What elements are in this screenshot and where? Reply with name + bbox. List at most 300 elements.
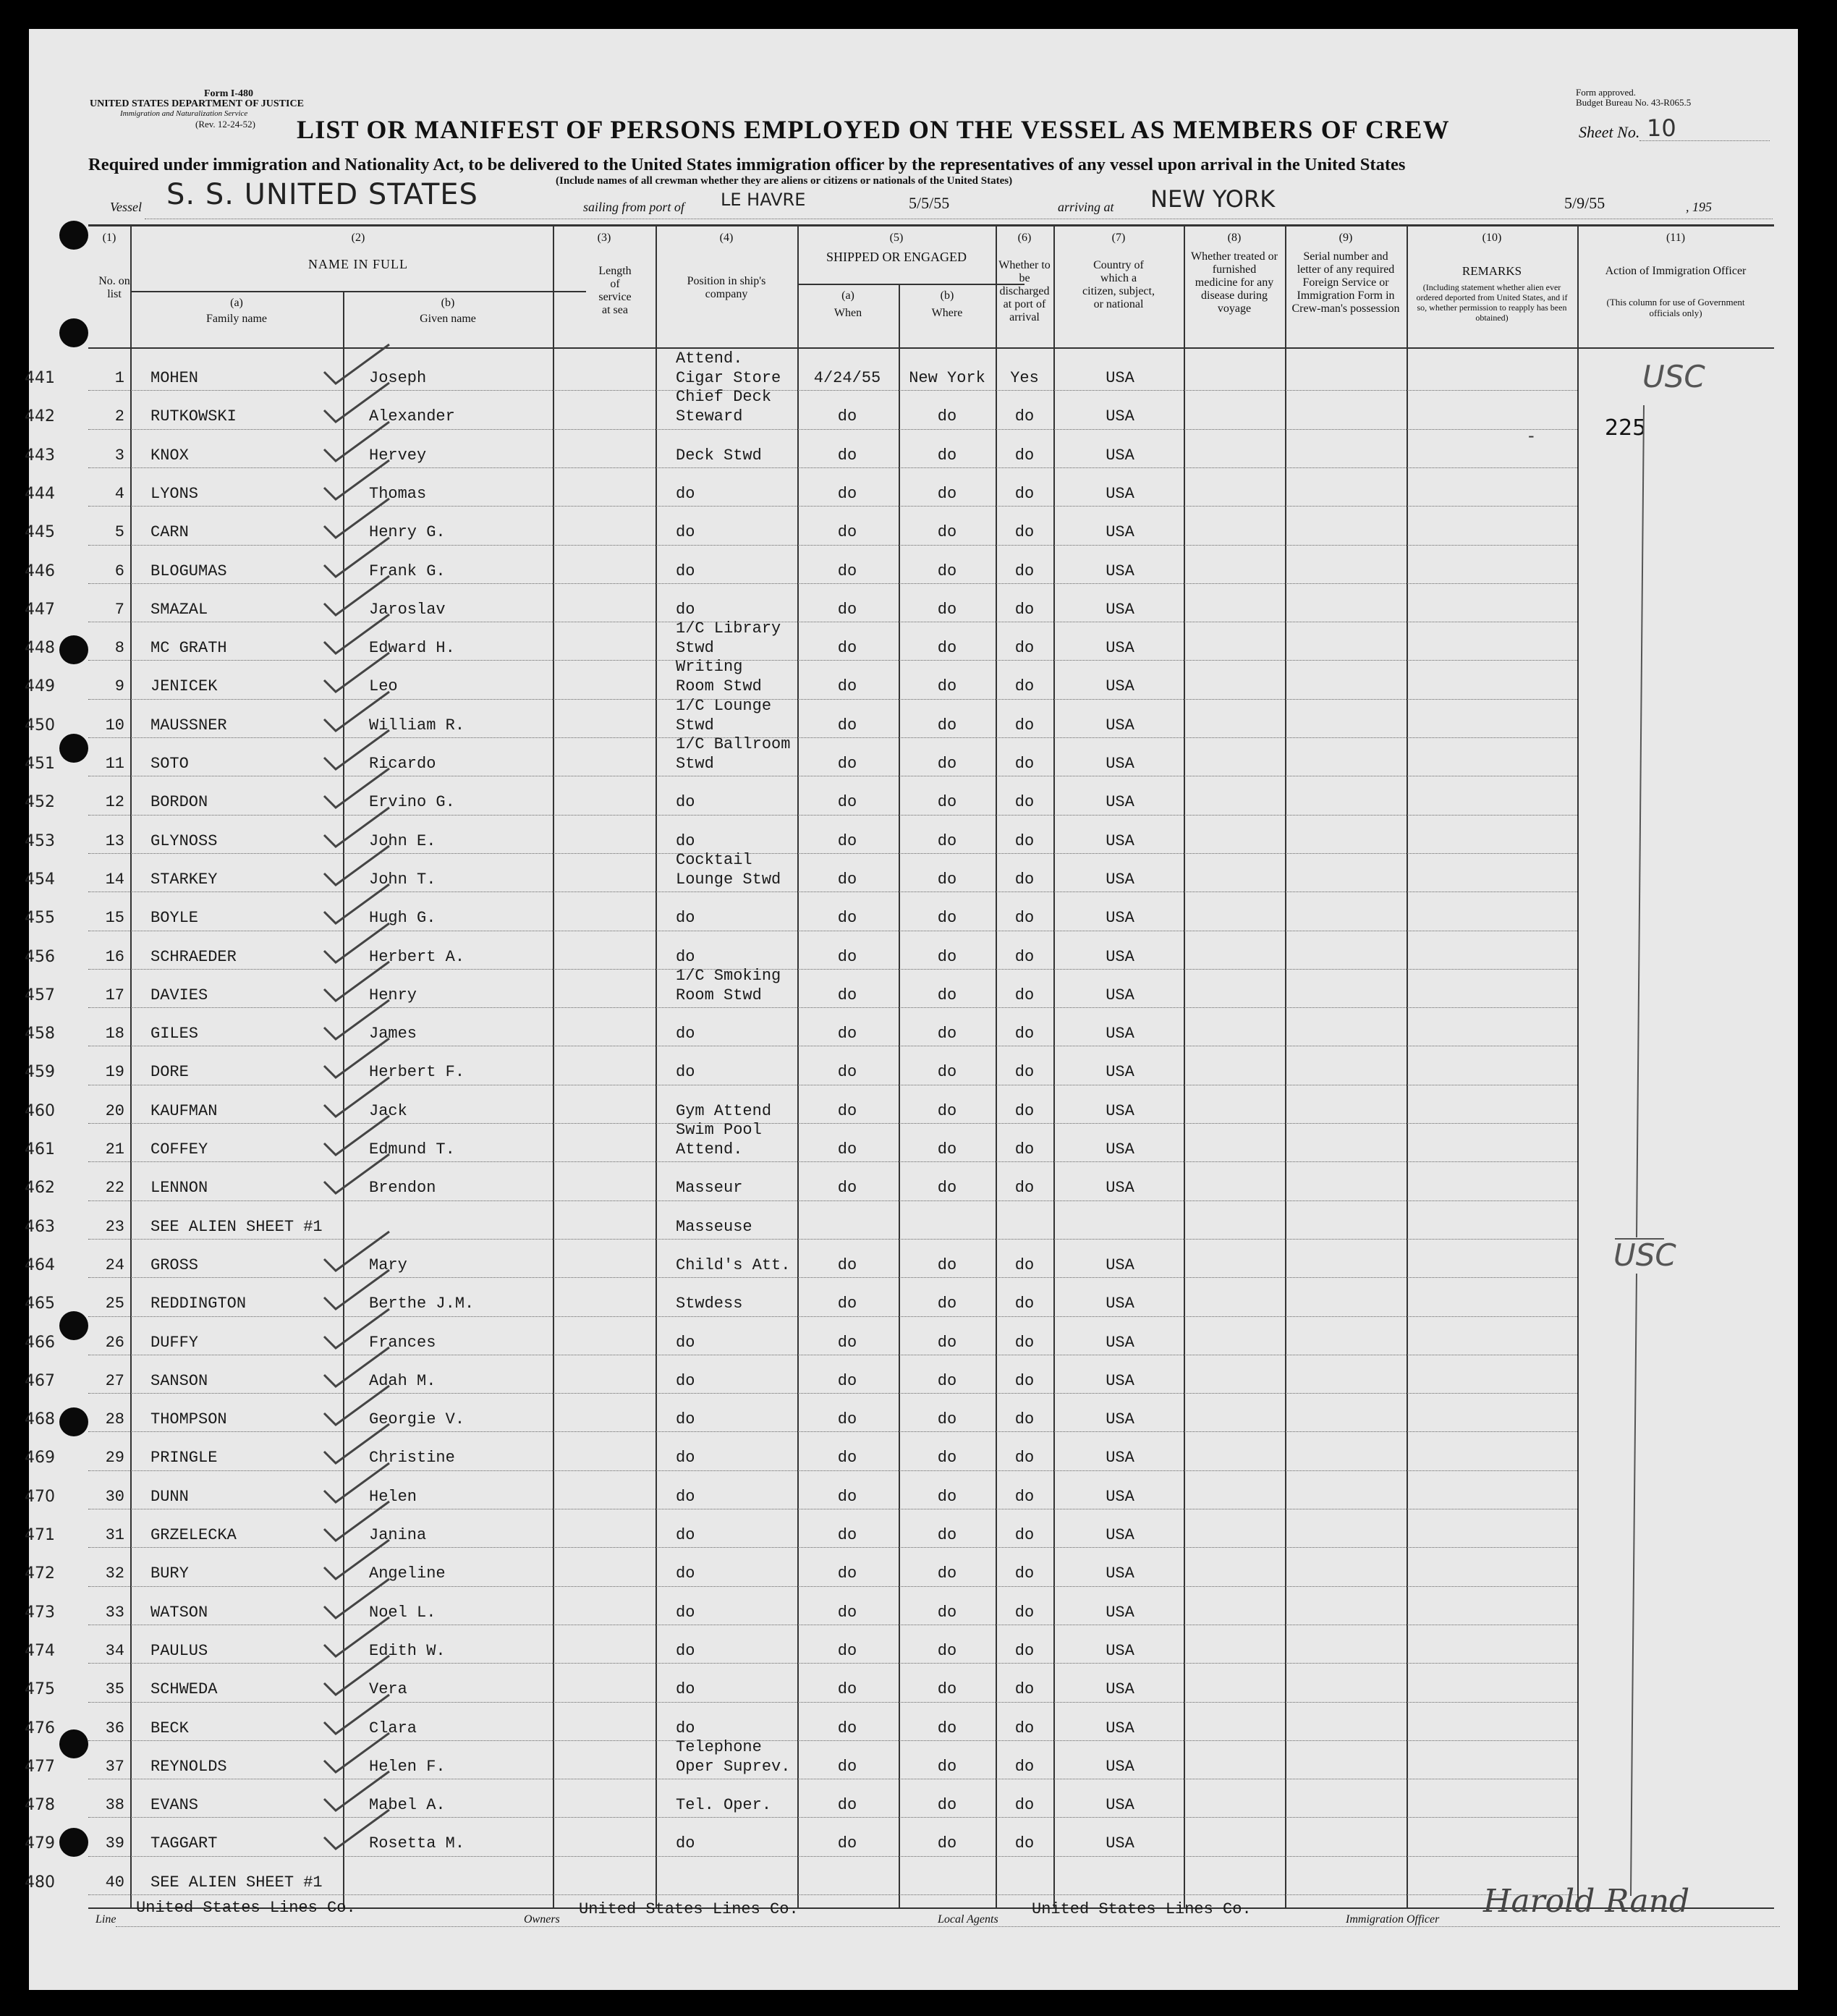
cell-when: do <box>837 1641 857 1660</box>
cell-no: 16 <box>105 947 124 966</box>
sheet-number: 10 <box>1647 114 1676 142</box>
cell-no: 3 <box>114 446 124 465</box>
col-9-number: (9) <box>1338 232 1353 244</box>
cell-where: do <box>937 1834 957 1853</box>
col-3-number: (3) <box>597 232 611 244</box>
cell-given: Herbert A. <box>369 947 465 966</box>
cell-family: EVANS <box>150 1796 199 1815</box>
cell-position: do <box>676 1564 695 1583</box>
col-5-header: SHIPPED OR ENGAGED <box>826 250 967 264</box>
cell-no: 11 <box>105 755 124 773</box>
cell-no: 38 <box>105 1796 124 1815</box>
cell-ref: 455 <box>25 909 55 928</box>
cell-family: STARKEY <box>150 870 218 889</box>
cell-country: USA <box>1106 1101 1134 1120</box>
owners-value: United States Lines Co. <box>579 1900 799 1918</box>
cell-position: do <box>676 1025 695 1043</box>
cell-given: Mabel A. <box>369 1796 446 1815</box>
cell-position: do <box>676 562 695 580</box>
cell-no: 7 <box>114 600 124 619</box>
cell-family: LYONS <box>150 484 199 503</box>
cell-family: BLOGUMAS <box>150 562 227 580</box>
cell-no: 30 <box>105 1487 124 1506</box>
cell-position: Child's Att. <box>676 1255 791 1274</box>
cell-family: MAUSSNER <box>150 716 227 734</box>
cell-ref: 465 <box>25 1295 55 1313</box>
cell-country: USA <box>1106 1796 1134 1815</box>
cell-no: 33 <box>105 1603 124 1622</box>
cell-where: do <box>937 831 957 850</box>
count-annotation: 225 <box>1605 415 1647 441</box>
cell-disch: do <box>1014 639 1035 658</box>
cell-ref: 456 <box>25 947 55 966</box>
cell-position: do <box>676 947 695 966</box>
cell-disch: do <box>1014 1063 1035 1082</box>
cell-disch: do <box>1014 1526 1035 1544</box>
cell-given: Helen <box>369 1487 417 1506</box>
cell-country: USA <box>1106 1140 1134 1159</box>
cell-no: 25 <box>105 1295 124 1313</box>
cell-disch: do <box>1014 677 1035 696</box>
cell-no: 22 <box>105 1179 124 1198</box>
cell-family: GROSS <box>150 1255 199 1274</box>
cell-country: USA <box>1106 831 1134 850</box>
cell-ref: 463 <box>25 1217 55 1236</box>
cell-when: do <box>837 1255 857 1274</box>
cell-position: Stwd <box>676 755 714 773</box>
cell-when: do <box>837 793 857 812</box>
cell-when: do <box>837 755 857 773</box>
cell-position: Writing <box>676 658 743 677</box>
cell-position: Room Stwd <box>676 677 762 696</box>
cell-disch: do <box>1014 1333 1035 1352</box>
cell-ref: 466 <box>25 1333 55 1352</box>
cell-ref: 479 <box>25 1834 55 1853</box>
cell-position: Stwd <box>676 639 714 658</box>
cell-country: USA <box>1106 1487 1134 1506</box>
cell-ref: 480 <box>25 1873 55 1892</box>
sheet-label: Sheet No. <box>1579 123 1640 141</box>
cell-when: do <box>837 1371 857 1390</box>
arriving-date: 5/9/55 <box>1564 194 1605 212</box>
cell-given: Helen F. <box>369 1757 446 1776</box>
check-mark <box>314 1148 401 1199</box>
cell-country: USA <box>1106 1063 1134 1082</box>
cell-family: DORE <box>150 1063 189 1082</box>
cell-no: 8 <box>114 639 124 658</box>
cell-position: do <box>676 1063 695 1082</box>
form-number: Form I-480 <box>204 88 254 99</box>
cell-where: do <box>937 1526 957 1544</box>
cell-given: Janina <box>369 1526 427 1544</box>
cell-family: DUNN <box>150 1487 189 1506</box>
cell-where: do <box>937 1410 957 1429</box>
cell-given: Adah M. <box>369 1371 436 1390</box>
cell-no: 21 <box>105 1140 124 1159</box>
cell-position: 1/C Library <box>676 619 781 638</box>
cell-position: Attend. <box>676 1140 743 1159</box>
cell-no: 4 <box>114 484 124 503</box>
cell-position: do <box>676 909 695 928</box>
cell-where: New York <box>909 369 985 387</box>
cell-given: Noel L. <box>369 1603 436 1622</box>
subtitle: Required under immigration and Nationality Act, to be delivered to the United States immigration officer by the representatives of any vessel upon arrival in the United States <box>88 155 1406 174</box>
cell-given: Frank G. <box>369 562 446 580</box>
cell-given: John T. <box>369 870 436 889</box>
cell-when: do <box>837 947 857 966</box>
cell-country: USA <box>1106 600 1134 619</box>
cell-ref: 469 <box>25 1449 55 1467</box>
col-6-header: Whether to be discharged at port of arrival <box>998 259 1051 323</box>
cell-family: DUFFY <box>150 1333 199 1352</box>
col-10-number: (10) <box>1482 232 1502 244</box>
cell-where: do <box>937 909 957 928</box>
cell-when: do <box>837 1719 857 1737</box>
col-2-number: (2) <box>351 232 365 244</box>
cell-given: Joseph <box>369 369 427 387</box>
cell-where: do <box>937 1603 957 1622</box>
cell-where: do <box>937 1641 957 1660</box>
cell-position: Attend. <box>676 350 743 368</box>
cell-family: GRZELECKA <box>150 1526 237 1544</box>
cell-position: do <box>676 1487 695 1506</box>
cell-position: do <box>676 1719 695 1737</box>
cell-where: do <box>937 600 957 619</box>
cell-family: KNOX <box>150 446 189 465</box>
cell-given: Angeline <box>369 1564 446 1583</box>
cell-position: do <box>676 484 695 503</box>
cell-where: do <box>937 947 957 966</box>
cell-where: do <box>937 755 957 773</box>
cell-ref: 442 <box>25 407 55 426</box>
cell-disch: do <box>1014 407 1035 426</box>
cell-when: do <box>837 1526 857 1544</box>
cell-where: do <box>937 523 957 542</box>
cell-disch: Yes <box>1010 369 1039 387</box>
cell-no: 34 <box>105 1641 124 1660</box>
cell-family: COFFEY <box>150 1140 208 1159</box>
cell-given: John E. <box>369 831 436 850</box>
cell-disch: do <box>1014 870 1035 889</box>
cell-no: 9 <box>114 677 124 696</box>
cell-ref: 462 <box>25 1179 55 1198</box>
cell-when: do <box>837 1063 857 1082</box>
cell-given: Mary <box>369 1255 407 1274</box>
form-approved: Form approved. <box>1576 87 1637 98</box>
cell-when: do <box>837 639 857 658</box>
cell-family: SANSON <box>150 1371 208 1390</box>
owners-label: Owners <box>524 1913 560 1926</box>
cell-ref: 467 <box>25 1371 55 1390</box>
cell-no: 12 <box>105 793 124 812</box>
cell-when: do <box>837 1101 857 1120</box>
cell-when: do <box>837 484 857 503</box>
cell-no: 32 <box>105 1564 124 1583</box>
sailing-port: LE HAVRE <box>721 190 806 210</box>
cell-position: Lounge Stwd <box>676 870 781 889</box>
cell-position: Oper Suprev. <box>676 1757 791 1776</box>
cell-country: USA <box>1106 986 1134 1004</box>
col-5-number: (5) <box>889 232 904 244</box>
cell-country: USA <box>1106 1333 1134 1352</box>
cell-when: 4/24/55 <box>813 369 881 387</box>
cell-where: do <box>937 562 957 580</box>
cell-given: Herbert F. <box>369 1063 465 1082</box>
cell-country: USA <box>1106 1757 1134 1776</box>
cell-where: do <box>937 1680 957 1699</box>
cell-ref: 441 <box>25 369 55 387</box>
cell-given: Henry G. <box>369 523 446 542</box>
cell-family: GLYNOSS <box>150 831 218 850</box>
cell-ref: 453 <box>25 831 55 850</box>
cell-country: USA <box>1106 1025 1134 1043</box>
cell-ref: 444 <box>25 484 55 503</box>
cell-given: Hervey <box>369 446 427 465</box>
cell-given: Ricardo <box>369 755 436 773</box>
cell-no: 37 <box>105 1757 124 1776</box>
cell-no: 13 <box>105 831 124 850</box>
cell-country: USA <box>1106 793 1134 812</box>
dash-annotation: - <box>1528 425 1535 446</box>
cell-ref: 459 <box>25 1063 55 1082</box>
cell-where: do <box>937 1449 957 1467</box>
col-4-header: Position in ship's company <box>687 275 766 300</box>
cell-position: do <box>676 1603 695 1622</box>
cell-given: Christine <box>369 1449 455 1467</box>
cell-ref: 443 <box>25 446 55 465</box>
cell-given: Edward H. <box>369 639 455 658</box>
cell-country: USA <box>1106 1719 1134 1737</box>
cell-ref: 470 <box>25 1487 55 1506</box>
cell-ref: 457 <box>25 986 55 1004</box>
cell-where: do <box>937 1371 957 1390</box>
manifest-sheet <box>25 29 1798 1990</box>
cell-position: Chief Deck <box>676 388 772 407</box>
cell-given: Edith W. <box>369 1641 446 1660</box>
cell-when: do <box>837 1025 857 1043</box>
cell-family: BURY <box>150 1564 189 1583</box>
col-8-number: (8) <box>1227 232 1242 244</box>
cell-position: Deck Stwd <box>676 446 762 465</box>
bracket-line <box>1599 384 1686 1903</box>
cell-ref: 461 <box>25 1140 55 1159</box>
cell-no: 17 <box>105 986 124 1004</box>
punch-hole <box>59 318 88 347</box>
col-8-header: Whether treated or furnished medicine for any disease during voyage <box>1191 250 1278 315</box>
cell-no: 28 <box>105 1410 124 1429</box>
cell-ref: 446 <box>25 562 55 580</box>
cell-disch: do <box>1014 600 1035 619</box>
cell-family: THOMPSON <box>150 1410 227 1429</box>
col-7-number: (7) <box>1111 232 1126 244</box>
col-10-header: REMARKS <box>1461 264 1522 278</box>
cell-given: Brendon <box>369 1179 436 1198</box>
cell-family: BORDON <box>150 793 208 812</box>
cell-ref: 475 <box>25 1680 55 1699</box>
cell-country: USA <box>1106 369 1134 387</box>
cell-given: Ervino G. <box>369 793 455 812</box>
usc-annotation: USC <box>1642 359 1705 394</box>
cell-ref: 471 <box>25 1526 55 1544</box>
cell-no: 23 <box>105 1217 124 1236</box>
cell-ref: 476 <box>25 1719 55 1737</box>
cell-position: do <box>676 1410 695 1429</box>
cell-country: USA <box>1106 1179 1134 1198</box>
cell-no: 24 <box>105 1255 124 1274</box>
cell-country: USA <box>1106 677 1134 696</box>
cell-position: do <box>676 1333 695 1352</box>
cell-where: do <box>937 677 957 696</box>
cell-position: Room Stwd <box>676 986 762 1004</box>
officer-label: Immigration Officer <box>1346 1913 1440 1926</box>
cell-position: do <box>676 523 695 542</box>
cell-where: do <box>937 1025 957 1043</box>
vessel-name: S. S. UNITED STATES <box>166 178 478 211</box>
col-2a-header: Family name <box>206 313 267 325</box>
cell-country: USA <box>1106 639 1134 658</box>
cell-country: USA <box>1106 909 1134 928</box>
cell-disch: do <box>1014 1255 1035 1274</box>
cell-no: 5 <box>114 523 124 542</box>
cell-family: SOTO <box>150 755 189 773</box>
cell-when: do <box>837 600 857 619</box>
cell-ref: 458 <box>25 1025 55 1043</box>
cell-disch: do <box>1014 1834 1035 1853</box>
cell-no: 1 <box>114 369 124 387</box>
col-5b-number: (b) <box>940 289 954 302</box>
cell-disch: do <box>1014 755 1035 773</box>
cell-when: do <box>837 1140 857 1159</box>
cell-country: USA <box>1106 1371 1134 1390</box>
punch-hole <box>59 221 88 250</box>
cell-disch: do <box>1014 909 1035 928</box>
cell-position: Gym Attend <box>676 1101 772 1120</box>
cell-position: Masseur <box>676 1179 743 1198</box>
cell-ref: 474 <box>25 1641 55 1660</box>
cell-position: do <box>676 1449 695 1467</box>
cell-when: do <box>837 909 857 928</box>
cell-country: USA <box>1106 870 1134 889</box>
cell-disch: do <box>1014 562 1035 580</box>
cell-given: Clara <box>369 1719 417 1737</box>
cell-when: do <box>837 870 857 889</box>
cell-family: PAULUS <box>150 1641 208 1660</box>
cell-when: do <box>837 1603 857 1622</box>
cell-position: do <box>676 1526 695 1544</box>
cell-position: do <box>676 831 695 850</box>
cell-disch: do <box>1014 1757 1035 1776</box>
col-1-header: No. on list <box>98 275 130 300</box>
cell-where: do <box>937 986 957 1004</box>
col-5b-header: Where <box>931 307 963 319</box>
col-7-header: Country of which a citizen, subject, or national <box>1082 259 1155 310</box>
cell-ref: 454 <box>25 870 55 889</box>
cell-ref: 450 <box>25 716 55 734</box>
budget-bureau: Budget Bureau No. 43-R065.5 <box>1576 97 1692 108</box>
cell-position: do <box>676 1834 695 1853</box>
cell-ref: 451 <box>25 755 55 773</box>
cell-when: do <box>837 1295 857 1313</box>
cell-ref: 468 <box>25 1410 55 1429</box>
col-11-note: (This column for use of Government officials only) <box>1606 297 1745 318</box>
cell-when: do <box>837 1487 857 1506</box>
line-label: Line <box>96 1913 116 1926</box>
cell-given: Jaroslav <box>369 600 446 619</box>
col-4-number: (4) <box>719 232 734 244</box>
cell-where: do <box>937 1757 957 1776</box>
cell-disch: do <box>1014 1487 1035 1506</box>
cell-disch: do <box>1014 1295 1035 1313</box>
arriving-label: arriving at <box>1058 200 1114 214</box>
col-6-number: (6) <box>1017 232 1032 244</box>
revision: (Rev. 12-24-52) <box>195 119 255 130</box>
cell-given: Thomas <box>369 484 427 503</box>
cell-given: Henry <box>369 986 417 1004</box>
cell-position: Steward <box>676 407 743 426</box>
arriving-port: NEW YORK <box>1150 185 1276 213</box>
cell-where: do <box>937 639 957 658</box>
cell-disch: do <box>1014 1025 1035 1043</box>
cell-when: do <box>837 716 857 734</box>
cell-when: do <box>837 1564 857 1583</box>
cell-disch: do <box>1014 523 1035 542</box>
cell-where: do <box>937 1719 957 1737</box>
cell-country: USA <box>1106 1641 1134 1660</box>
cell-disch: do <box>1014 1603 1035 1622</box>
cell-no: 19 <box>105 1063 124 1082</box>
cell-when: do <box>837 1449 857 1467</box>
cell-family: SCHWEDA <box>150 1680 218 1699</box>
cell-position: do <box>676 600 695 619</box>
cell-where: do <box>937 1487 957 1506</box>
cell-when: do <box>837 446 857 465</box>
cell-where: do <box>937 1295 957 1313</box>
cell-ref: 445 <box>25 523 55 542</box>
cell-ref: 473 <box>25 1603 55 1622</box>
col-2b-header: Given name <box>420 313 476 325</box>
col-2b-number: (b) <box>441 297 455 309</box>
cell-family: RUTKOWSKI <box>150 407 237 426</box>
cell-country: USA <box>1106 1255 1134 1274</box>
cell-where: do <box>937 1796 957 1815</box>
cell-where: do <box>937 1333 957 1352</box>
cell-no: 27 <box>105 1371 124 1390</box>
cell-when: do <box>837 523 857 542</box>
cell-disch: do <box>1014 1179 1035 1198</box>
cell-where: do <box>937 407 957 426</box>
cell-given: William R. <box>369 716 465 734</box>
cell-where: do <box>937 793 957 812</box>
cell-disch: do <box>1014 716 1035 734</box>
cell-disch: do <box>1014 1564 1035 1583</box>
cell-family: REDDINGTON <box>150 1295 247 1313</box>
cell-no: 35 <box>105 1680 124 1699</box>
cell-disch: do <box>1014 446 1035 465</box>
cell-ref: 464 <box>25 1255 55 1274</box>
col-3-header: Length of service at sea <box>598 265 632 316</box>
cell-ref: 477 <box>25 1757 55 1776</box>
cell-no: 20 <box>105 1101 124 1120</box>
cell-no: 40 <box>105 1873 124 1892</box>
cell-country: USA <box>1106 1564 1134 1583</box>
check-mark <box>314 1804 401 1855</box>
cell-where: do <box>937 870 957 889</box>
line-value: United States Lines Co. <box>136 1899 356 1917</box>
cell-disch: do <box>1014 1371 1035 1390</box>
vessel-label: Vessel <box>110 200 142 214</box>
cell-disch: do <box>1014 1101 1035 1120</box>
cell-ref: 447 <box>25 600 55 619</box>
